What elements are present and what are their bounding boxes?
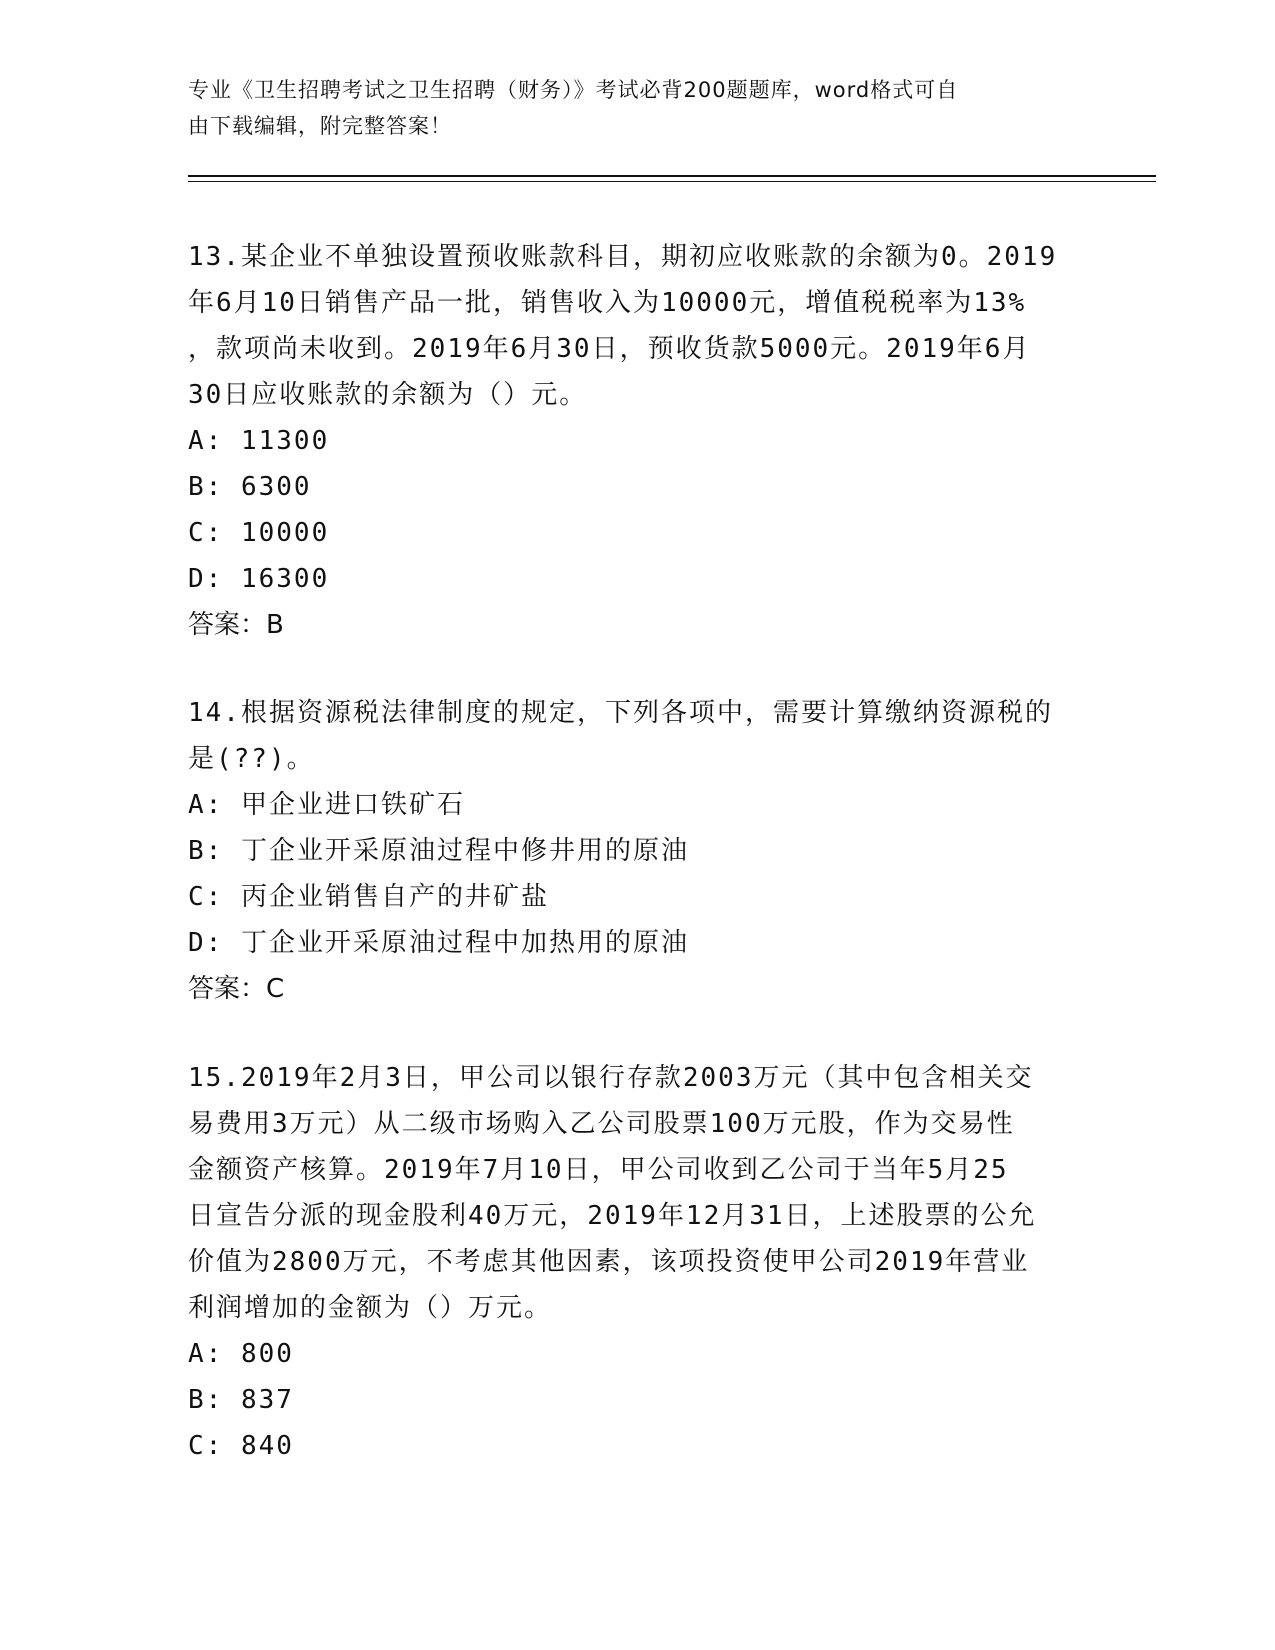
option-a: A: 甲企业进口铁矿石	[188, 790, 465, 820]
question-stem-line: 14.根据资源税法律制度的规定，下列各项中，需要计算缴纳资源税的	[188, 698, 1053, 728]
answer-line: 答案：B	[188, 610, 284, 640]
question-stem-line: 30日应收账款的余额为（）元。	[188, 380, 588, 410]
option-c: C: 丙企业销售自产的井矿盐	[188, 882, 549, 912]
question-stem-line: ，款项尚未收到。2019年6月30日，预收货款5000元。2019年6月	[188, 334, 1031, 364]
option-d: D: 16300	[188, 564, 330, 594]
option-c: C: 840	[188, 1431, 294, 1461]
question-13	[188, 234, 1088, 648]
question-stem-line: 价值为2800万元，不考虑其他因素，该项投资使甲公司2019年营业	[188, 1247, 1030, 1277]
option-b: B: 丁企业开采原油过程中修井用的原油	[188, 836, 689, 866]
document-header	[188, 72, 1068, 144]
question-stem-line: 利润增加的金额为（）万元。	[188, 1293, 553, 1323]
question-15	[188, 1055, 1088, 1469]
answer-line: 答案：C	[188, 974, 285, 1004]
header-line-2: 由下载编辑，附完整答案！	[188, 114, 452, 138]
option-b: B: 6300	[188, 472, 312, 502]
option-d: D: 丁企业开采原油过程中加热用的原油	[188, 928, 689, 958]
question-stem-line: 是(??)。	[188, 744, 315, 774]
header-divider	[188, 175, 1156, 177]
question-stem-line: 15.2019年2月3日，甲公司以银行存款2003万元（其中包含相关交	[188, 1063, 1034, 1093]
header-line-1: 专业《卫生招聘考试之卫生招聘（财务）》考试必背200题题库，word格式可自	[188, 78, 959, 102]
question-stem-line: 日宣告分派的现金股利40万元，2019年12月31日，上述股票的公允	[188, 1201, 1037, 1231]
option-b: B: 837	[188, 1385, 294, 1415]
question-14	[188, 690, 1088, 1012]
question-stem-line: 13.某企业不单独设置预收账款科目，期初应收账款的余额为0。2019	[188, 242, 1058, 272]
header-divider-thin	[188, 181, 1156, 182]
question-stem-line: 易费用3万元）从二级市场购入乙公司股票100万元股，作为交易性	[188, 1109, 1015, 1139]
option-c: C: 10000	[188, 518, 330, 548]
option-a: A: 800	[188, 1339, 294, 1369]
question-stem-line: 年6月10日销售产品一批，销售收入为10000元，增值税税率为13%	[188, 288, 1027, 318]
question-stem-line: 金额资产核算。2019年7月10日，甲公司收到乙公司于当年5月25	[188, 1155, 1009, 1185]
option-a: A: 11300	[188, 426, 330, 456]
